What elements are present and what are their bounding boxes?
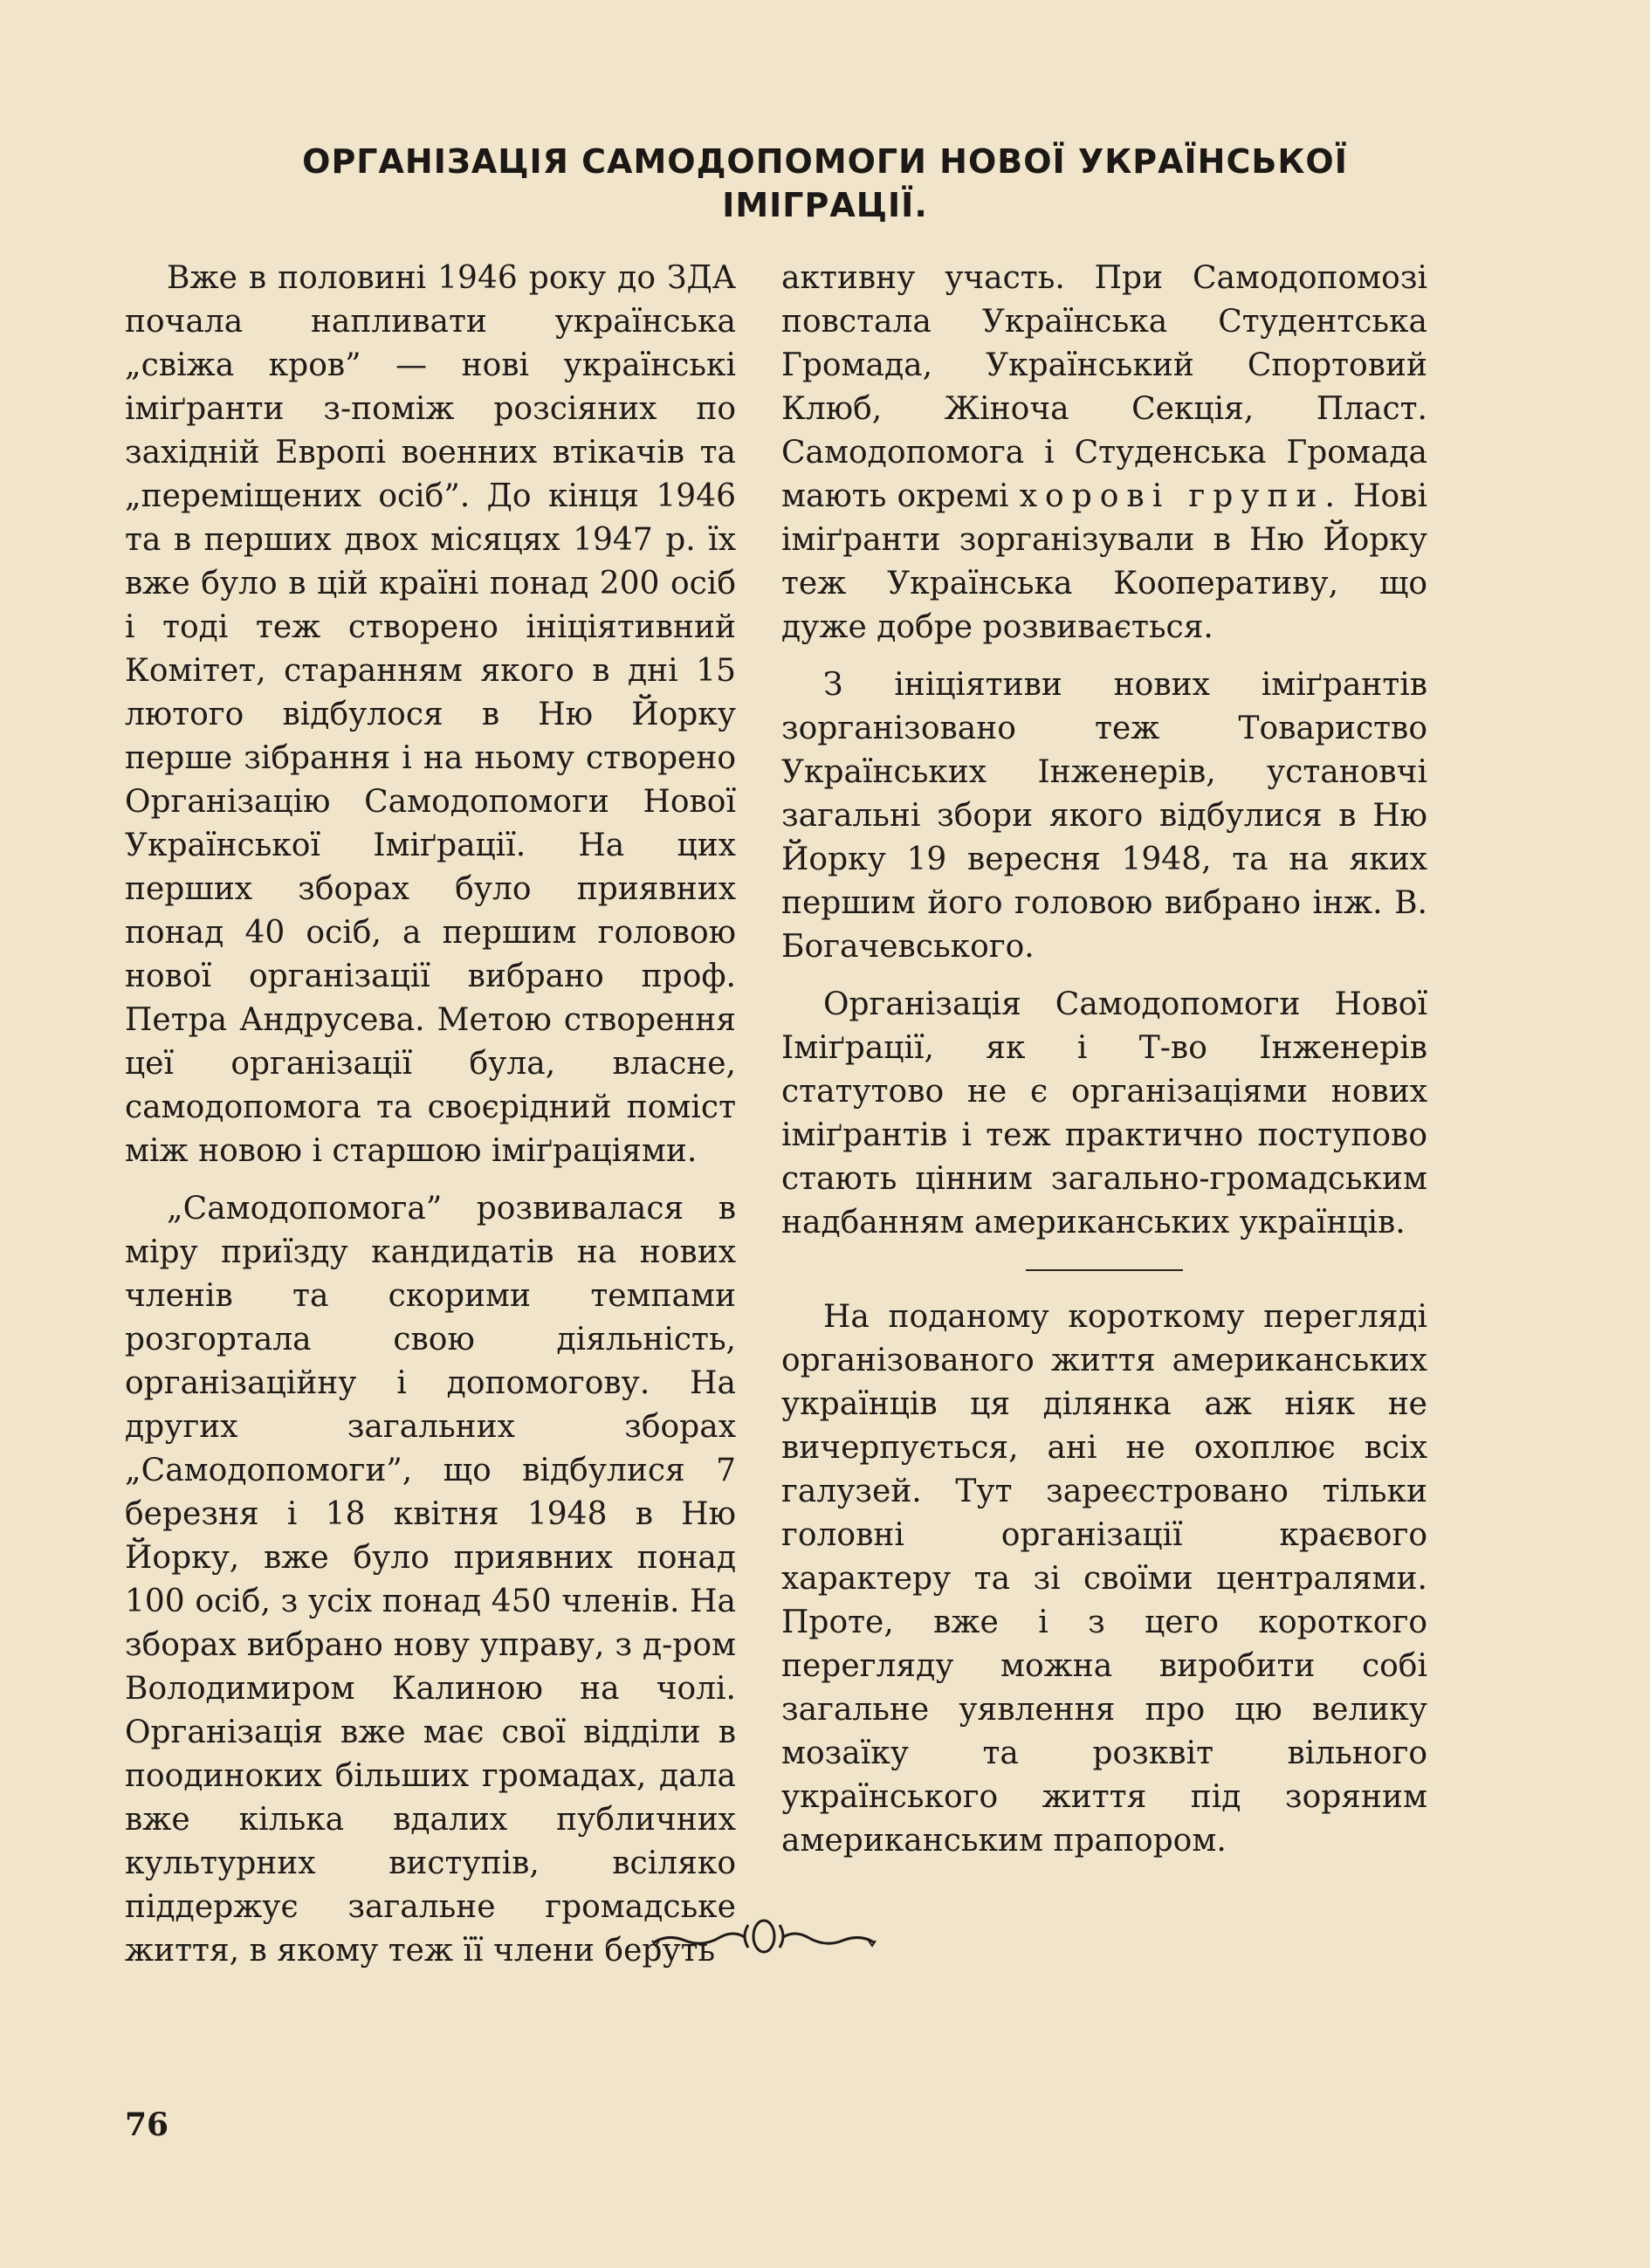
paragraph-emigration-start: Вже в половині 1946 року до ЗДА почала напливати українська „свіжа кров” — нові українські іміґранти з-поміж розсіяних по західній Европі военних втікачів та „переміщених осіб”. До кінця 1946 та в перших двох місяцях 1947 р. їх вже було в цій країні понад 200 осіб і тоді теж створено ініціятивний Комітет, старанням якого в дні 15 лютого відбулося в Ню Йорку перше зібрання і на ньому створено Організацію Самодопомоги Нової Української Іміґрації. На цих перших зборах було приявних понад 40 осіб, а першим головою нової організації вибрано проф. Петра Андрусева. Метою створення цеї організації була, власне, самодопомога та своєрідний поміст між новою і старшою іміґраціями. [125, 260, 736, 1169]
paragraph-continuation [781, 257, 1427, 649]
article-title-line-1: ОРГАНІЗАЦІЯ САМОДОПОМОГИ НОВОЇ УКРАЇНСЬКОЇ [302, 142, 1348, 181]
paragraph-self-help-growth: „Самодопомога” розвивалася в міру приїзду кандидатів на нових членів та скорими темпами розгортала свою діяльність, організаційну і допомогову. На других загальних зборах „Самодопомоги”, що відбулися 7 березня і 18 квітня 1948 в Ню Йорку, вже було приявних понад 100 осіб, з усіх понад 450 членів. На зборах вибрано нову управу, з д-ром Володимиром Калиною на чолі. Організація вже має свої відділи в поодиноких більших громадах, дала вже кілька вдалих публичних культурних виступів, всіляко піддержує загальне громадське життя, в якому теж її члени беруть [125, 1191, 736, 1969]
left-column [125, 257, 736, 1987]
article-title-line-2: ІМІГРАЦІЇ. [722, 186, 928, 224]
continuation-text-end: Нові іміґранти зорганізували в Ню Йорку теж Українська Кооперативу, що дуже добре розвивається. [781, 478, 1427, 645]
article-title [140, 140, 1510, 227]
continuation-text-start: активну участь. При Самодопомозі повстала Українська Студентська Громада, Український Спортовий Клюб, Жіноча Секція, Пласт. Самодопомога і Студенська Громада мають окремі [781, 260, 1427, 514]
choir-groups-emphasis: хорові групи. [1019, 478, 1343, 514]
right-column [781, 257, 1427, 1877]
section-divider [1026, 1269, 1183, 1271]
paragraph-organizations-status: Організація Самодопомоги Нової Іміґрації, як і Т-во Інженерів статутово не є організаціями нових іміґрантів і теж практично поступово стають цінним загально-громадським надбанням американських українців. [781, 986, 1427, 1241]
paragraph-engineers-society: З ініціятиви нових іміґрантів зорганізовано теж Товариство Українських Інженерів, установчі загальні збори якого відбулися в Ню Йорку 19 вересня 1948, та на яких першим його головою вибрано інж. В. Богачевського. [781, 667, 1427, 965]
page-number: 76 [125, 2106, 169, 2143]
decorative-ornament-icon [650, 1916, 877, 1956]
paragraph-conclusion: На поданому короткому перегляді організованого життя американських українців ця ділянка аж ніяк не вичерпується, ані не охоплює всіх галузей. Тут зареєстровано тільки головні організації краєвого характеру та зі своїми централями. Проте, вже і з цего короткого перегляду можна виробити собі загальне уявлення про цю велику мозаїку та розквіт вільного українського життя під зоряним американським прапором. [781, 1299, 1427, 1859]
